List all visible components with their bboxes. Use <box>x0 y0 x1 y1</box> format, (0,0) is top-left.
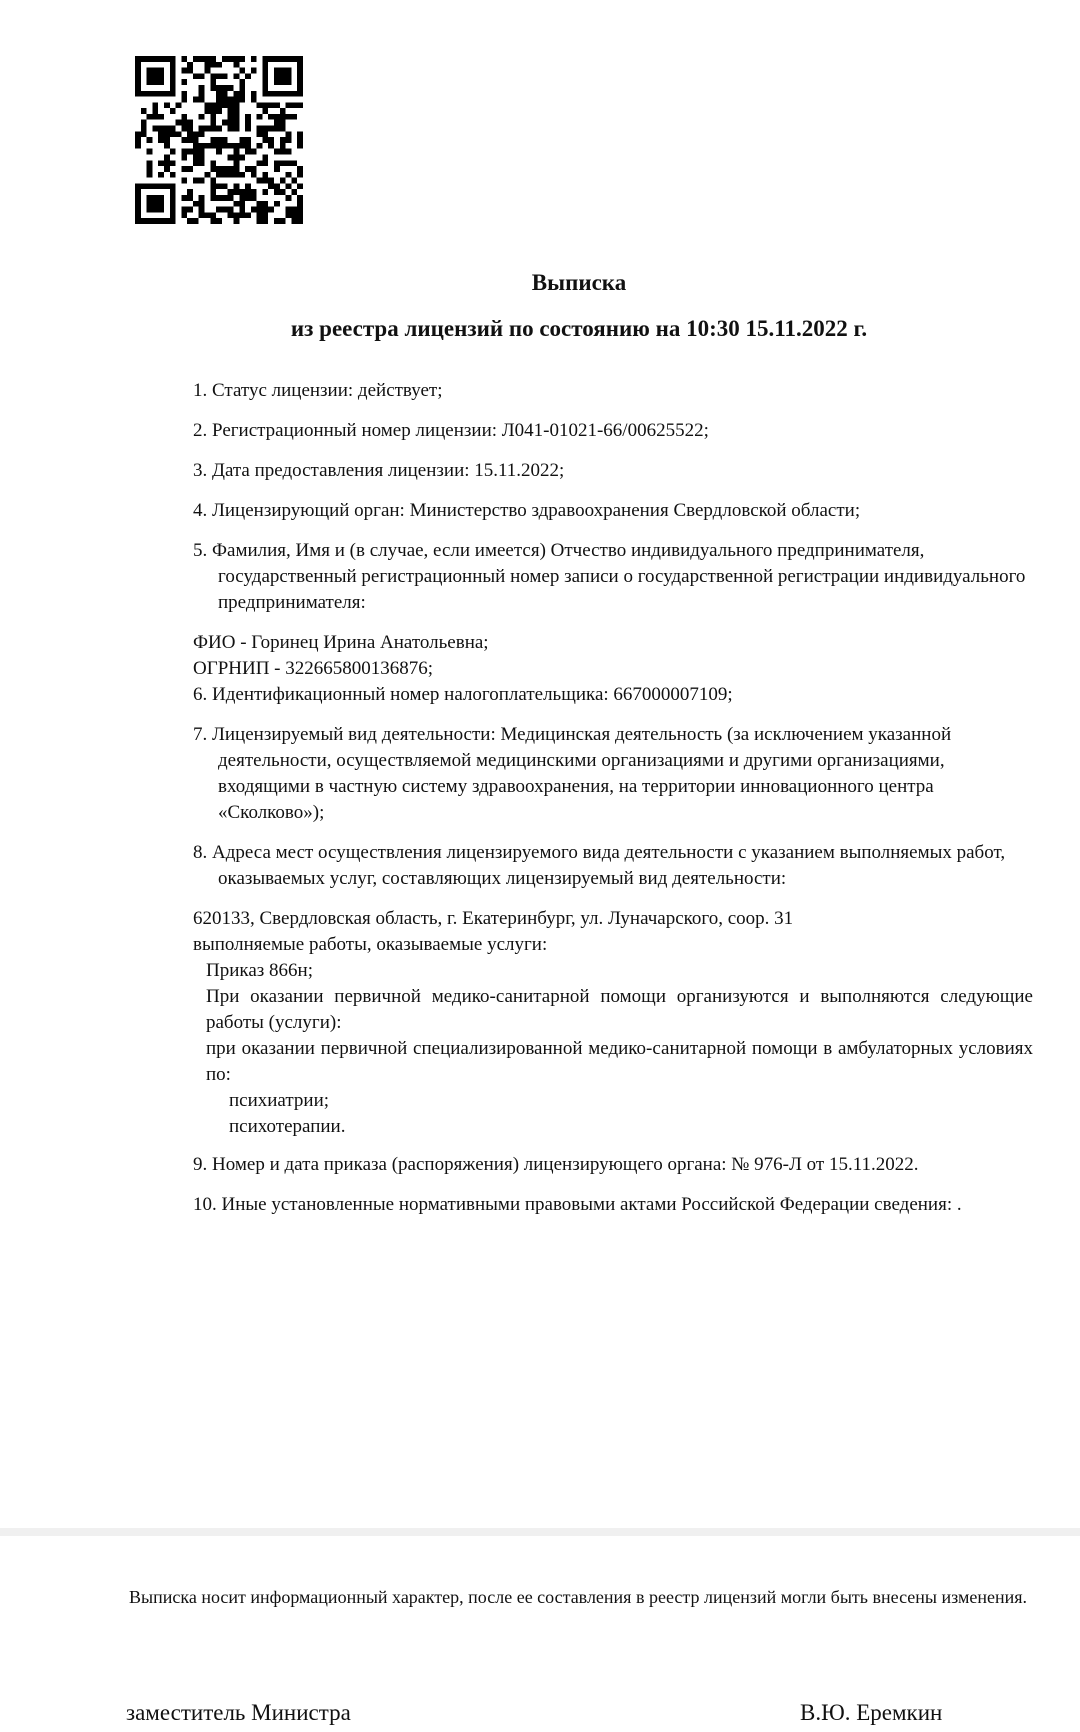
document-footer <box>0 1536 1080 1732</box>
footer-divider <box>0 1528 1080 1536</box>
document-subtitle: из реестра лицензий по состоянию на 10:30 15.11.2022 г. <box>290 316 868 341</box>
licensing-authority: 4. Лицензирующий орган: Министерство здравоохранения Свердловской области; <box>193 500 861 521</box>
order-reference: Приказ 866н; <box>206 960 313 981</box>
taxpayer-id: 6. Идентификационный номер налогоплательщика: 667000007109; <box>193 684 733 705</box>
license-number: 2. Регистрационный номер лицензии: Л041-01021-66/00625522; <box>193 420 709 441</box>
document-title: Выписка <box>531 270 627 295</box>
activity-addresses-heading: 8. Адреса мест осуществления лицензируемого вида деятельности с указанием выполняемых работ, оказываемых услуг, составляющих лицензируемый вид деятельности: <box>193 842 1006 889</box>
license-status: 1. Статус лицензии: действует; <box>193 380 443 401</box>
other-information: 10. Иные установленные нормативными правовыми актами Российской Федерации сведения: . <box>193 1194 962 1215</box>
activity-address: 620133, Свердловская область, г. Екатеринбург, ул. Луначарского, соор. 31 <box>193 908 794 929</box>
entrepreneur-name: ФИО - Горинец Ирина Анатольевна; <box>193 632 489 653</box>
service-psychiatry: психиатрии; <box>229 1090 330 1111</box>
entrepreneur-heading: 5. Фамилия, Имя и (в случае, если имеется) Отчество индивидуального предпринимателя, государственный регистрационный номер записи о государственной регистрации индивидуального предпринимателя: <box>193 540 1026 613</box>
information-notice: Выписка носит информационный характер, после ее составления в реестр лицензий могли быть внесены изменения. <box>129 1587 1028 1607</box>
signer-title: заместитель Министра <box>126 1700 351 1725</box>
primary-care-works: При оказании первичной медико-санитарной помощи организуются и выполняются следующие работы (услуги): <box>206 986 1033 1033</box>
entrepreneur-ogrnip: ОГРНИП - 322665800136876; <box>193 658 434 679</box>
service-psychotherapy: психотерапии. <box>229 1116 346 1137</box>
license-details <box>193 378 1033 1232</box>
signer-name: В.Ю. Еремкин <box>800 1700 943 1725</box>
order-number-date: 9. Номер и дата приказа (распоряжения) лицензирующего органа: № 976-Л от 15.11.2022. <box>193 1154 919 1175</box>
licensed-activity: 7. Лицензируемый вид деятельности: Медицинская деятельность (за исключением указанной деятельности, осуществляемой медицинскими организациями и другими организациями, входящими в частную систему здравоохранения, на территории инновационного центра «Сколково»); <box>193 724 952 823</box>
license-date: 3. Дата предоставления лицензии: 15.11.2022; <box>193 460 565 481</box>
qr-code-icon <box>135 56 303 224</box>
specialized-care-works: при оказании первичной специализированной медико-санитарной помощи в амбулаторных условиях по: <box>206 1038 1033 1085</box>
works-label: выполняемые работы, оказываемые услуги: <box>193 934 548 955</box>
address-block <box>193 906 1033 1140</box>
